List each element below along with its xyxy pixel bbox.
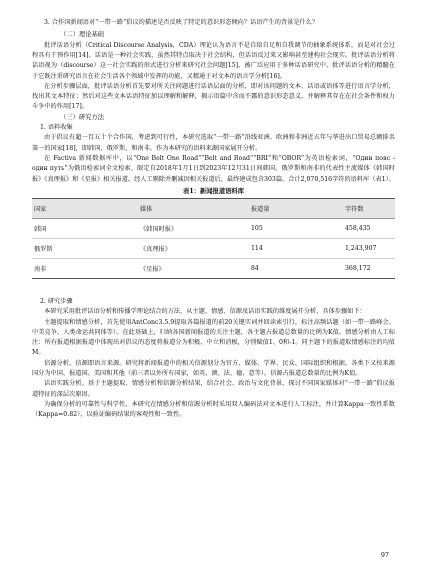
cell-char-count: 368,172 (345, 264, 371, 272)
paragraph-corpus-selection: 由于倡议有超一百五十个合作国，考虑到可行性，本研究选取“一带一路”沿线亚洲、欧洲和非洲近五年与华进出口贸易总额排名第一的国家[18]，即韩国、俄罗斯、和南非，作为本研究的语料来源国家展开分析。 (32, 134, 395, 152)
paragraph-steps-overview: 本研究采用批评话语分析和传播学理论结合的方法，从主题、情感、信源及话语实践的维度展开分析，具体步骤如下： (44, 308, 366, 316)
table-row (32, 218, 395, 238)
paragraph-theme-sentiment: 主题提取和情感分析，首先使用AntConc3.5.9提取各篇报道的前20关键实词并回读索引行，标注高频话题（如一带一路峰会、中美竞争、人类命运共同体等）。在此基础上，归纳各国新闻报道的关注主题，各主题占报道总数量的比例为K值。情感分析由人工标注：所有报道根据报道中体现出对倡议的态度将报道分为积极、中立和消极，分别赋值1、0和-1。同主题下的报道取情感标注的均值M。 (32, 318, 395, 357)
corpus-table (32, 198, 395, 279)
cell-report-count: 84 (251, 264, 259, 272)
subheading-corpus: 1. 语料收集 (40, 124, 73, 132)
table-header-row (32, 198, 395, 218)
cell-country: 俄罗斯 (34, 245, 53, 253)
cell-media: 《真理报》 (140, 245, 171, 253)
paragraph-source-analysis: 信源分析。信源即语言来源。研究将新闻报道中的相关信源划分为官方、媒体、学界、民众、国际组织和根据，各类下又按来源国分为中国、报道国、美国和其他（前三者以外所有国家，如英、澳、法、德、意等）。信源占报道总数量的比例为K值。 (32, 359, 395, 378)
cell-char-count: 458,435 (345, 224, 371, 232)
section-heading-theory: （二）理论基础 (60, 31, 105, 39)
page-number: 97 (380, 551, 389, 559)
research-question-3: 3. 合作国新闻语对“一带一路”倡议的描述是否反映了特定的意识形态倾向？话语产生的背景是什么？ (44, 19, 319, 26)
header-report-count: 报道量 (249, 198, 343, 218)
corpus-table-wrapper (32, 198, 395, 279)
page-content (32, 18, 395, 421)
subheading-research-steps: 2. 研究步骤 (40, 297, 73, 305)
cell-char-count: 1,243,907 (345, 244, 377, 252)
paragraph-corpus-search: 在 Factiva 新闻数据库中，以“One Belt One Road”“Belt and Road”“BRI”和“OBOR”为英语检索词，“Один пояс - один путь”为俄语检索词全文检索，限定自2018年1月1日到2023年12月31日间韩国、俄罗斯和南非的代表性主流媒体《韩国时报》《真理报》和《星报》相关报道。经人工剔除并删减因相关报道后，最终建成包含303篇、合计2,070,516字符的语料库（表1）。 (32, 155, 395, 183)
paragraph-reliability: 为确保分析的可靠性与科学性，本研究在情感分析和信源分析时采用双人编码法对文本进行人工标注，并计算Kappa一致性系数（Kappa=0.82），以验证编码结果的客观性和一致性。 (32, 400, 395, 419)
cell-media: 《星报》 (140, 265, 165, 273)
header-country: 国家 (32, 198, 138, 218)
cell-country: 南非 (34, 265, 47, 273)
cell-country: 韩国 (34, 225, 47, 233)
cell-report-count: 105 (251, 224, 263, 232)
paragraph-discourse-practice: 话语实践分析。基于主题提取、情感分析和信源分析结果，结合社会、政治与文化背景，探讨不同国家媒体对“一带一路”倡议报道特征的深层次原因。 (32, 380, 395, 398)
header-char-count: 字符数 (343, 198, 395, 218)
cell-report-count: 114 (251, 244, 263, 252)
table-row (32, 238, 395, 258)
paragraph-cda-definition: 批评话语分析（Critical Discourse Analysis，CDA）理论认为语言不是自给自足和自我调节的抽象系统体系，而是对社会过程具有干预作用[14]。话语是一种社会实践，虽然其特点取决于社会结构，但话语反过来又影响甚至建构社会现实。批评话语分析将话语视为（discourse）这一社会实践的形式进行分析来研究社会问题[15]，被广泛应用于多种话语研究中。批评话语分析的精髓在于它既注重研究语言在社会生活各个领域中发挥的功能，又精通于对文本的语言学分析[16]。 (32, 41, 395, 80)
section-heading-method: （三）研究方法 (60, 113, 105, 121)
table-row (32, 258, 395, 278)
paragraph-cda-steps: 在分析步骤层面，批评话语分析首先要对所关注问题进行话语层面的分析，即对该问题的文本、话语或语体等进行语言学分析，找出其文本特征；然后对这些文本话语特征加以理解和解释，揭示语篇中含而不露的意识形态意义，并解释其存在在社会条件和权力斗争中的作用[17]。 (32, 82, 395, 111)
cell-media: 《韩国时报》 (140, 225, 178, 233)
header-media: 媒体 (138, 198, 249, 218)
table-caption: 表1：新闻报道语料库 (182, 187, 245, 195)
